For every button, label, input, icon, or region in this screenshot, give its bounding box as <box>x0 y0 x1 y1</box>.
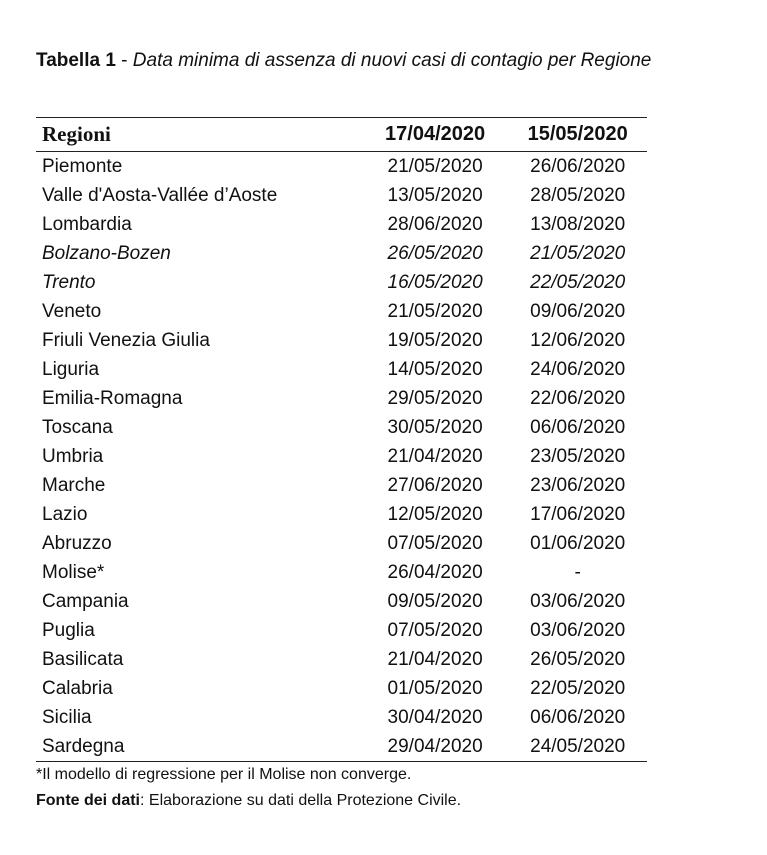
cell-date-2: 01/06/2020 <box>530 532 626 554</box>
cell-date-1: 21/05/2020 <box>387 300 483 322</box>
table-row <box>36 413 647 442</box>
cell-date-2: 03/06/2020 <box>530 590 626 612</box>
cell-date-2: 17/06/2020 <box>530 503 626 525</box>
data-table <box>36 117 647 762</box>
table-row <box>36 471 647 500</box>
footnote: *Il modello di regressione per il Molise non converge. <box>36 766 412 783</box>
cell-date-1: 21/04/2020 <box>387 648 483 670</box>
cell-date-2: 06/06/2020 <box>530 416 626 438</box>
cell-region: Piemonte <box>42 155 123 177</box>
table-row <box>36 587 647 616</box>
cell-region: Marche <box>42 474 106 496</box>
cell-date-2: 23/06/2020 <box>530 474 626 496</box>
cell-region: Calabria <box>42 677 113 699</box>
table-row <box>36 326 647 355</box>
cell-region: Lazio <box>42 503 88 525</box>
cell-date-2: 23/05/2020 <box>530 445 626 467</box>
table-body <box>36 152 647 761</box>
cell-date-2: 03/06/2020 <box>530 619 626 641</box>
cell-region: Abruzzo <box>42 532 112 554</box>
table-row <box>36 181 647 210</box>
cell-region: Bolzano-Bozen <box>42 242 171 264</box>
table-row <box>36 616 647 645</box>
table-row <box>36 239 647 268</box>
table-row <box>36 268 647 297</box>
cell-region: Umbria <box>42 445 104 467</box>
source-text: : Elaborazione su dati della Protezione Civile. <box>140 792 462 809</box>
cell-region: Emilia-Romagna <box>42 387 183 409</box>
cell-date-1: 13/05/2020 <box>387 184 483 206</box>
cell-date-1: 16/05/2020 <box>387 271 483 293</box>
cell-region: Molise* <box>42 561 105 583</box>
table-row <box>36 500 647 529</box>
cell-date-1: 07/05/2020 <box>387 619 483 641</box>
table-header-row <box>36 118 647 151</box>
table-row <box>36 384 647 413</box>
header-date-2: 15/05/2020 <box>527 123 628 145</box>
cell-region: Sicilia <box>42 706 92 728</box>
table-row <box>36 645 647 674</box>
cell-date-1: 26/04/2020 <box>387 561 483 583</box>
cell-date-2: 09/06/2020 <box>530 300 626 322</box>
cell-date-2: 24/06/2020 <box>530 358 626 380</box>
caption-label: Tabella 1 <box>36 50 116 71</box>
cell-region: Basilicata <box>42 648 124 670</box>
cell-date-2: 21/05/2020 <box>530 242 626 264</box>
table-row <box>36 355 647 384</box>
table-row <box>36 152 647 181</box>
caption-separator: - <box>115 50 133 71</box>
cell-region: Toscana <box>42 416 113 438</box>
cell-date-1: 12/05/2020 <box>387 503 483 525</box>
cell-region: Valle d'Aosta-Vallée d’Aoste <box>42 184 278 206</box>
cell-date-1: 30/04/2020 <box>387 706 483 728</box>
caption-title: Data minima di assenza di nuovi casi di contagio per Regione <box>132 50 652 71</box>
cell-region: Lombardia <box>42 213 132 235</box>
table-row <box>36 297 647 326</box>
cell-date-1: 07/05/2020 <box>387 532 483 554</box>
header-date-1: 17/04/2020 <box>385 123 486 145</box>
cell-region: Trento <box>42 271 96 293</box>
cell-date-2: 26/06/2020 <box>530 155 626 177</box>
table-row <box>36 558 647 587</box>
table-row <box>36 674 647 703</box>
header-regioni: Regioni <box>42 122 111 146</box>
cell-date-1: 29/05/2020 <box>387 387 483 409</box>
cell-date-2: 24/05/2020 <box>530 735 626 757</box>
cell-date-1: 26/05/2020 <box>387 242 483 264</box>
cell-region: Friuli Venezia Giulia <box>42 329 210 351</box>
cell-region: Sardegna <box>42 735 125 757</box>
cell-region: Puglia <box>42 619 95 641</box>
cell-region: Liguria <box>42 358 100 380</box>
cell-region: Veneto <box>42 300 102 322</box>
table-row <box>36 732 647 761</box>
cell-date-2: 26/05/2020 <box>530 648 626 670</box>
cell-date-2: - <box>574 561 581 583</box>
cell-date-1: 21/04/2020 <box>387 445 483 467</box>
source-line <box>36 788 461 814</box>
table-row <box>36 529 647 558</box>
table-row <box>36 442 647 471</box>
table-caption <box>36 50 651 72</box>
cell-date-1: 28/06/2020 <box>387 213 483 235</box>
cell-region: Campania <box>42 590 129 612</box>
cell-date-2: 12/06/2020 <box>530 329 626 351</box>
cell-date-1: 09/05/2020 <box>387 590 483 612</box>
table-row <box>36 703 647 732</box>
cell-date-1: 14/05/2020 <box>387 358 483 380</box>
cell-date-1: 29/04/2020 <box>387 735 483 757</box>
cell-date-2: 22/05/2020 <box>530 677 626 699</box>
source-label: Fonte dei dati <box>36 792 140 809</box>
cell-date-1: 30/05/2020 <box>387 416 483 438</box>
cell-date-1: 19/05/2020 <box>387 329 483 351</box>
cell-date-1: 27/06/2020 <box>387 474 483 496</box>
cell-date-2: 13/08/2020 <box>530 213 626 235</box>
cell-date-2: 06/06/2020 <box>530 706 626 728</box>
cell-date-1: 21/05/2020 <box>387 155 483 177</box>
cell-date-2: 22/06/2020 <box>530 387 626 409</box>
cell-date-2: 28/05/2020 <box>530 184 626 206</box>
cell-date-1: 01/05/2020 <box>387 677 483 699</box>
table-notes <box>36 762 461 814</box>
cell-date-2: 22/05/2020 <box>530 271 626 293</box>
table-row <box>36 210 647 239</box>
